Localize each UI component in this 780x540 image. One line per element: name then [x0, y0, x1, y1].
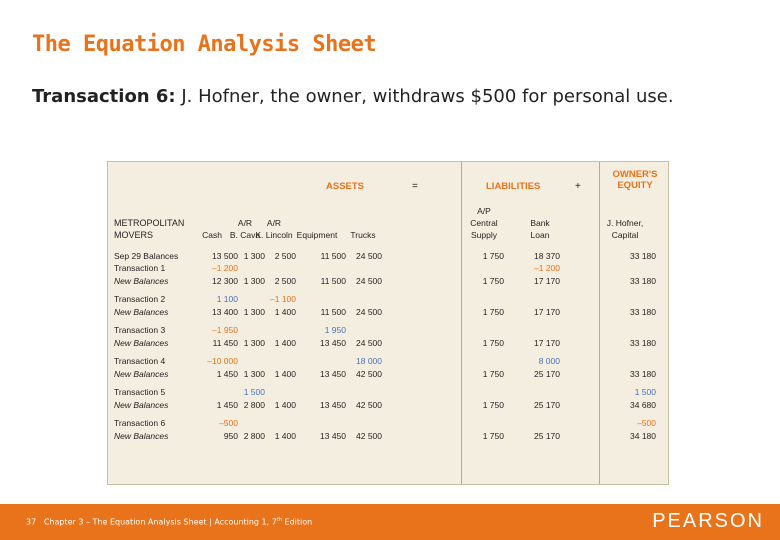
- ledger-cell: 13 450: [320, 369, 346, 379]
- ledger-cell: 42 500: [356, 400, 382, 410]
- ledger-cell: 33 180: [630, 369, 656, 379]
- column-header: Supply: [471, 230, 497, 240]
- footer-edition-text: Edition: [281, 517, 313, 527]
- ledger-cell: 1 300: [243, 251, 265, 261]
- transaction-description: [32, 86, 674, 107]
- row-label: Sep 29 Balances: [114, 251, 179, 261]
- column-header: B. Cava: [229, 230, 261, 240]
- ledger-cell: 13 450: [320, 338, 346, 348]
- ledger-cell: –1 200: [534, 263, 560, 273]
- ledger-cell: 1 450: [216, 369, 238, 379]
- company-name-line2: MOVERS: [114, 230, 154, 240]
- page-title: The Equation Analysis Sheet: [32, 32, 377, 57]
- row-label: New Balances: [114, 369, 169, 379]
- ledger-cell: 1 400: [274, 338, 296, 348]
- ledger-cell: 1 950: [324, 325, 346, 335]
- plus-sign: +: [575, 181, 581, 192]
- ledger-cell: 12 300: [212, 276, 238, 286]
- row-label: New Balances: [114, 307, 169, 317]
- column-header: Cash: [202, 230, 222, 240]
- transaction-label: Transaction 6:: [32, 86, 176, 107]
- ledger-cell: 25 170: [534, 369, 560, 379]
- ledger-cell: –500: [637, 418, 656, 428]
- ledger-cell: 42 500: [356, 431, 382, 441]
- column-header-line1: A/R: [266, 218, 282, 228]
- ledger-cell: 33 180: [630, 251, 656, 261]
- column-header-line1: A/R: [237, 218, 253, 228]
- row-label: Transaction 4: [114, 356, 166, 366]
- ledger-cell: 1 400: [274, 307, 296, 317]
- ledger-cell: 24 500: [356, 338, 382, 348]
- page-number: 37: [26, 517, 37, 527]
- ledger-cell: 1 400: [274, 431, 296, 441]
- ledger-cell: 2 500: [274, 251, 296, 261]
- ledger-cell: 2 800: [243, 400, 265, 410]
- ledger-cell: –500: [219, 418, 238, 428]
- liabilities-header: LIABILITIES: [486, 181, 541, 192]
- ledger-cell: 11 500: [320, 276, 346, 286]
- ledger-cell: –10 000: [207, 356, 238, 366]
- ledger-cell: 25 170: [534, 400, 560, 410]
- ledger-cell: –1 200: [212, 263, 238, 273]
- ledger-cell: 18 000: [356, 356, 382, 366]
- ledger-cell: 13 400: [212, 307, 238, 317]
- ledger-cell: 25 170: [534, 431, 560, 441]
- column-header: Trucks: [350, 230, 376, 240]
- ledger-cell: 1 300: [243, 307, 265, 317]
- column-header: K. Lincoln: [255, 230, 293, 240]
- ledger-cell: 34 680: [630, 400, 656, 410]
- row-label: New Balances: [114, 431, 169, 441]
- ledger-cell: 1 300: [243, 338, 265, 348]
- ledger-cell: 11 450: [212, 338, 238, 348]
- column-header-line1: J. Hofner,: [606, 218, 644, 228]
- ledger-cell: 17 170: [534, 276, 560, 286]
- ledger-cell: 1 750: [482, 251, 504, 261]
- row-label: Transaction 6: [114, 418, 166, 428]
- equals-sign: =: [412, 181, 418, 192]
- footer-bar: [0, 504, 780, 540]
- row-label: New Balances: [114, 276, 169, 286]
- row-label: Transaction 2: [114, 294, 166, 304]
- assets-header: ASSETS: [326, 181, 365, 192]
- ledger-cell: 33 180: [630, 338, 656, 348]
- ledger-cell: 42 500: [356, 369, 382, 379]
- ledger-cell: 950: [223, 431, 238, 441]
- ledger-cell: 11 500: [320, 307, 346, 317]
- ledger-cell: 24 500: [356, 276, 382, 286]
- ledger-cell: 13 500: [212, 251, 238, 261]
- footer-caption: [26, 517, 312, 527]
- ledger-cell: 1 500: [634, 387, 656, 397]
- ledger-cell: 8 000: [538, 356, 560, 366]
- company-name-line1: METROPOLITAN: [114, 218, 185, 228]
- footer-superscript: th: [276, 517, 282, 523]
- ledger-cell: 1 750: [482, 276, 504, 286]
- owners-equity-header-line1: OWNER'S: [612, 169, 658, 180]
- ledger-cell: 1 300: [243, 369, 265, 379]
- ledger-cell: –1 950: [212, 325, 238, 335]
- ledger-cell: 17 170: [534, 307, 560, 317]
- ledger-cell: 1 450: [216, 400, 238, 410]
- column-header-line1: Bank: [530, 218, 550, 228]
- ledger-cell: 1 500: [243, 387, 265, 397]
- ledger-cell: 2 800: [243, 431, 265, 441]
- ledger-cell: 2 500: [274, 276, 296, 286]
- ledger-cell: 17 170: [534, 338, 560, 348]
- ledger-cell: 1 400: [274, 369, 296, 379]
- ledger-cell: 34 180: [630, 431, 656, 441]
- row-label: Transaction 5: [114, 387, 166, 397]
- column-header: Loan: [530, 230, 550, 240]
- ledger-cell: –1 100: [270, 294, 296, 304]
- ledger-cell: 13 450: [320, 400, 346, 410]
- row-label: Transaction 3: [114, 325, 166, 335]
- ledger-cell: 24 500: [356, 251, 382, 261]
- ledger-cell: 1 750: [482, 307, 504, 317]
- equation-analysis-sheet: [107, 161, 669, 485]
- owners-equity-header-line2: EQUITY: [617, 180, 653, 191]
- ledger-cell: 33 180: [630, 276, 656, 286]
- ledger-cell: 1 750: [482, 338, 504, 348]
- ledger-cell: 13 450: [320, 431, 346, 441]
- ledger-cell: 1 750: [482, 431, 504, 441]
- ledger-cell: 24 500: [356, 307, 382, 317]
- ledger-cell: 1 750: [482, 369, 504, 379]
- ledger-cell: 1 400: [274, 400, 296, 410]
- column-header: Equipment: [296, 230, 338, 240]
- ledger-cell: 1 100: [216, 294, 238, 304]
- column-header-line0: A/P: [477, 206, 491, 216]
- ledger-cell: 1 300: [243, 276, 265, 286]
- ledger-cell: 18 370: [534, 251, 560, 261]
- column-header-line1: Central: [470, 218, 498, 228]
- row-label: New Balances: [114, 338, 169, 348]
- footer-chapter-text: Chapter 3 – The Equation Analysis Sheet | Accounting 1, 7: [43, 517, 277, 527]
- ledger-cell: 11 500: [320, 251, 346, 261]
- ledger-cell: 33 180: [630, 307, 656, 317]
- ledger-cell: 1 750: [482, 400, 504, 410]
- row-label: Transaction 1: [114, 263, 166, 273]
- transaction-text: J. Hofner, the owner, withdraws $500 for personal use.: [175, 86, 674, 107]
- pearson-logo: PEARSON: [652, 510, 764, 532]
- column-header: Capital: [611, 230, 639, 240]
- row-label: New Balances: [114, 400, 169, 410]
